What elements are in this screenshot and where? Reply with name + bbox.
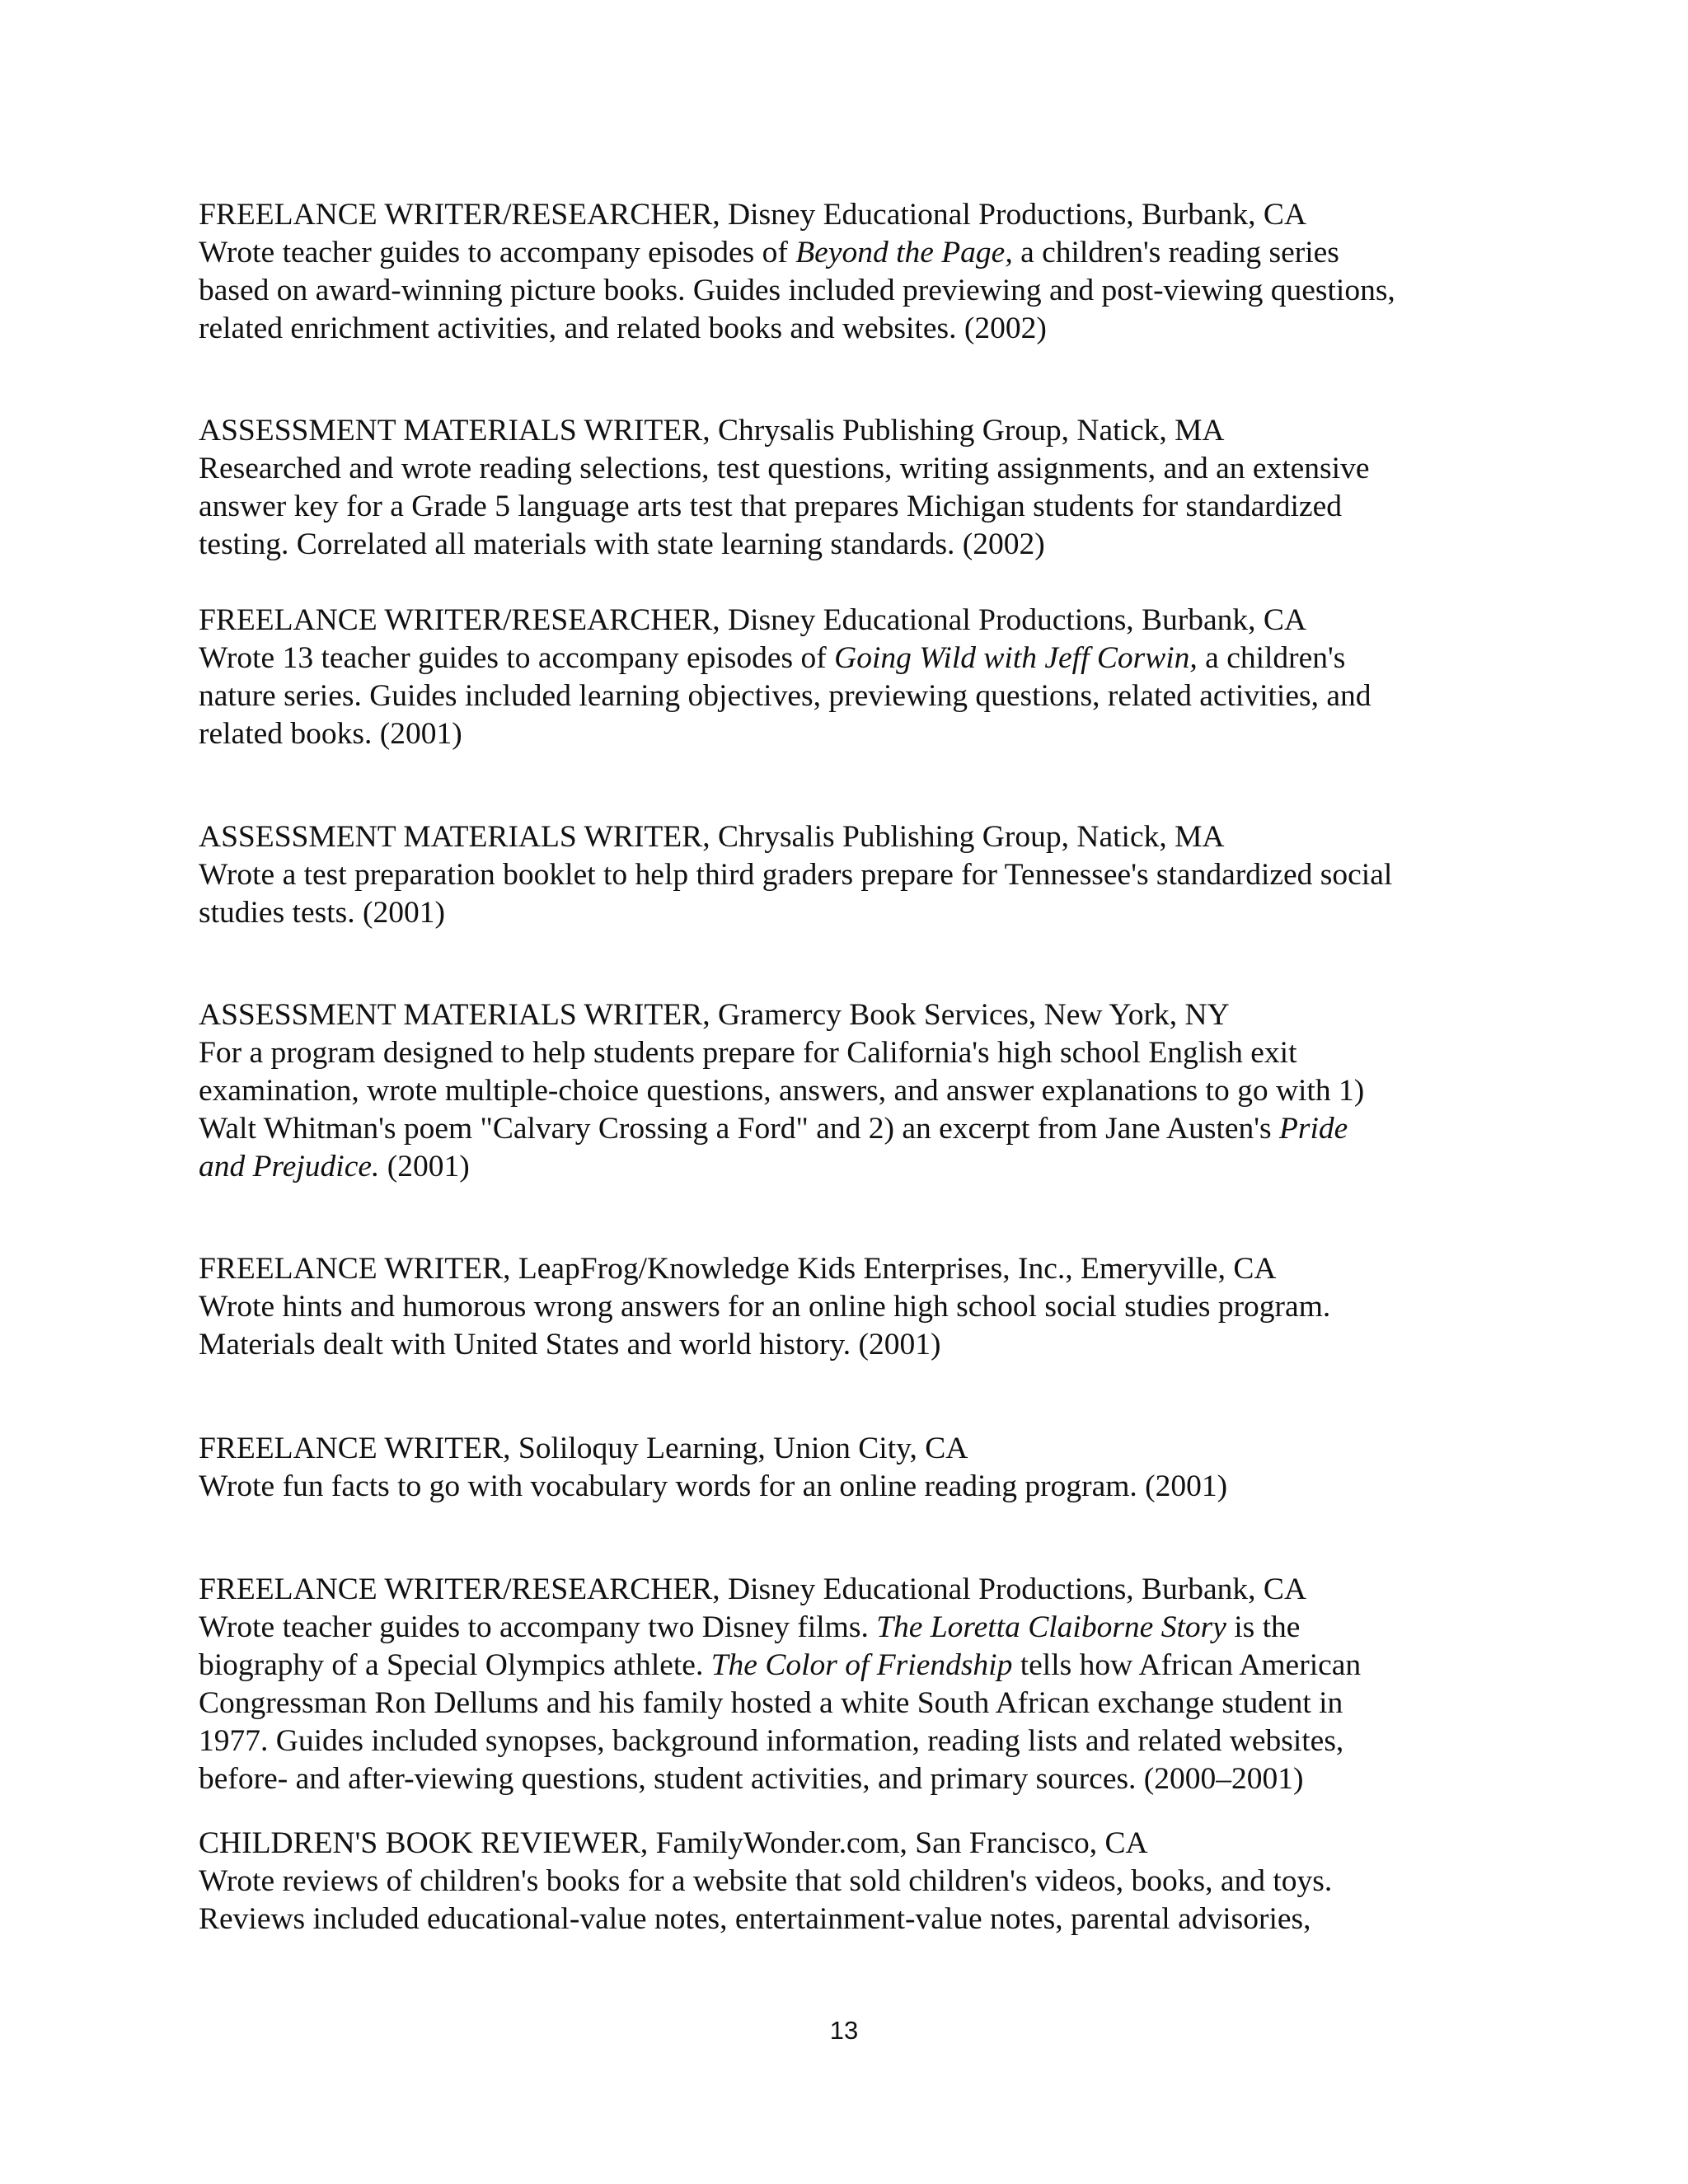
entry-heading: FREELANCE WRITER, Soliloquy Learning, Union City, CA [199,1432,968,1465]
entry-heading: FREELANCE WRITER, LeapFrog/Knowledge Kids Enterprises, Inc., Emeryville, CA [199,1252,1277,1286]
entry-gramercy [199,996,1484,1186]
entry-chrysalis-tennessee [199,818,1484,932]
entry-description-line: Wrote teacher guides to accompany two Disney films. The Loretta Claiborne Story is the [199,1610,1301,1644]
entry-leapfrog [199,1250,1484,1364]
entry-soliloquy [199,1430,1484,1506]
entry-heading: ASSESSMENT MATERIALS WRITER, Chrysalis Publishing Group, Natick, MA [199,820,1225,854]
entry-description-line: Walt Whitman's poem "Calvary Crossing a Ford" and 2) an excerpt from Jane Austen's Pride [199,1112,1348,1146]
entry-description-line: studies tests. (2001) [199,896,445,930]
entry-description-line: 1977. Guides included synopses, background information, reading lists and related websites, [199,1724,1344,1758]
entry-description-line: nature series. Guides included learning objectives, previewing questions, related activities, and [199,679,1372,713]
entry-heading: ASSESSMENT MATERIALS WRITER, Chrysalis Publishing Group, Natick, MA [199,414,1225,448]
entry-description-line: testing. Correlated all materials with state learning standards. (2002) [199,527,1045,561]
entry-description-line: related enrichment activities, and related books and websites. (2002) [199,312,1047,345]
page-number: 13 [829,2016,859,2045]
entry-description-line: Wrote fun facts to go with vocabulary words for an online reading program. (2001) [199,1469,1228,1503]
entry-description-line: Reviews included educational-value notes, entertainment-value notes, parental advisories, [199,1902,1311,1936]
entry-description-line: before- and after-viewing questions, student activities, and primary sources. (2000–2001) [199,1762,1304,1796]
entry-description-line: and Prejudice. (2001) [199,1150,470,1183]
entry-description-line: examination, wrote multiple-choice questions, answers, and answer explanations to go with 1) [199,1074,1365,1108]
entry-description-line: related books. (2001) [199,717,462,751]
entry-description-line: answer key for a Grade 5 language arts test that prepares Michigan students for standardized [199,490,1342,523]
entry-description-line: Materials dealt with United States and world history. (2001) [199,1328,941,1361]
entry-disney-beyond-the-page [199,196,1484,348]
entry-heading: FREELANCE WRITER/RESEARCHER, Disney Educational Productions, Burbank, CA [199,603,1307,637]
entry-description-line: Wrote teacher guides to accompany episodes of Beyond the Page, a children's reading series [199,236,1339,269]
entry-description-line: Researched and wrote reading selections, test questions, writing assignments, and an extensive [199,452,1370,485]
entry-heading: FREELANCE WRITER/RESEARCHER, Disney Educational Productions, Burbank, CA [199,1572,1307,1606]
entry-heading: CHILDREN'S BOOK REVIEWER, FamilyWonder.com, San Francisco, CA [199,1826,1148,1860]
entry-disney-going-wild [199,602,1484,753]
entry-description-line: based on award-winning picture books. Guides included previewing and post-viewing questions, [199,274,1395,307]
entry-description-line: Wrote hints and humorous wrong answers for an online high school social studies program. [199,1290,1331,1324]
entry-description-line: biography of a Special Olympics athlete. The Color of Friendship tells how African American [199,1648,1362,1682]
entry-heading: FREELANCE WRITER/RESEARCHER, Disney Educational Productions, Burbank, CA [199,198,1307,232]
entry-description-line: Wrote a test preparation booklet to help third graders prepare for Tennessee's standardized social [199,858,1393,892]
entry-familywonder [199,1825,1484,1938]
entry-disney-films [199,1571,1484,1798]
entry-heading: ASSESSMENT MATERIALS WRITER, Gramercy Book Services, New York, NY [199,998,1230,1032]
entry-chrysalis-grade5 [199,412,1484,564]
entry-description-line: Wrote 13 teacher guides to accompany episodes of Going Wild with Jeff Corwin, a children's [199,641,1346,675]
entry-description-line: Congressman Ron Dellums and his family hosted a white South African exchange student in [199,1686,1343,1720]
entry-description-line: Wrote reviews of children's books for a website that sold children's videos, books, and toys. [199,1864,1333,1898]
entry-description-line: For a program designed to help students prepare for California's high school English exit [199,1036,1297,1070]
